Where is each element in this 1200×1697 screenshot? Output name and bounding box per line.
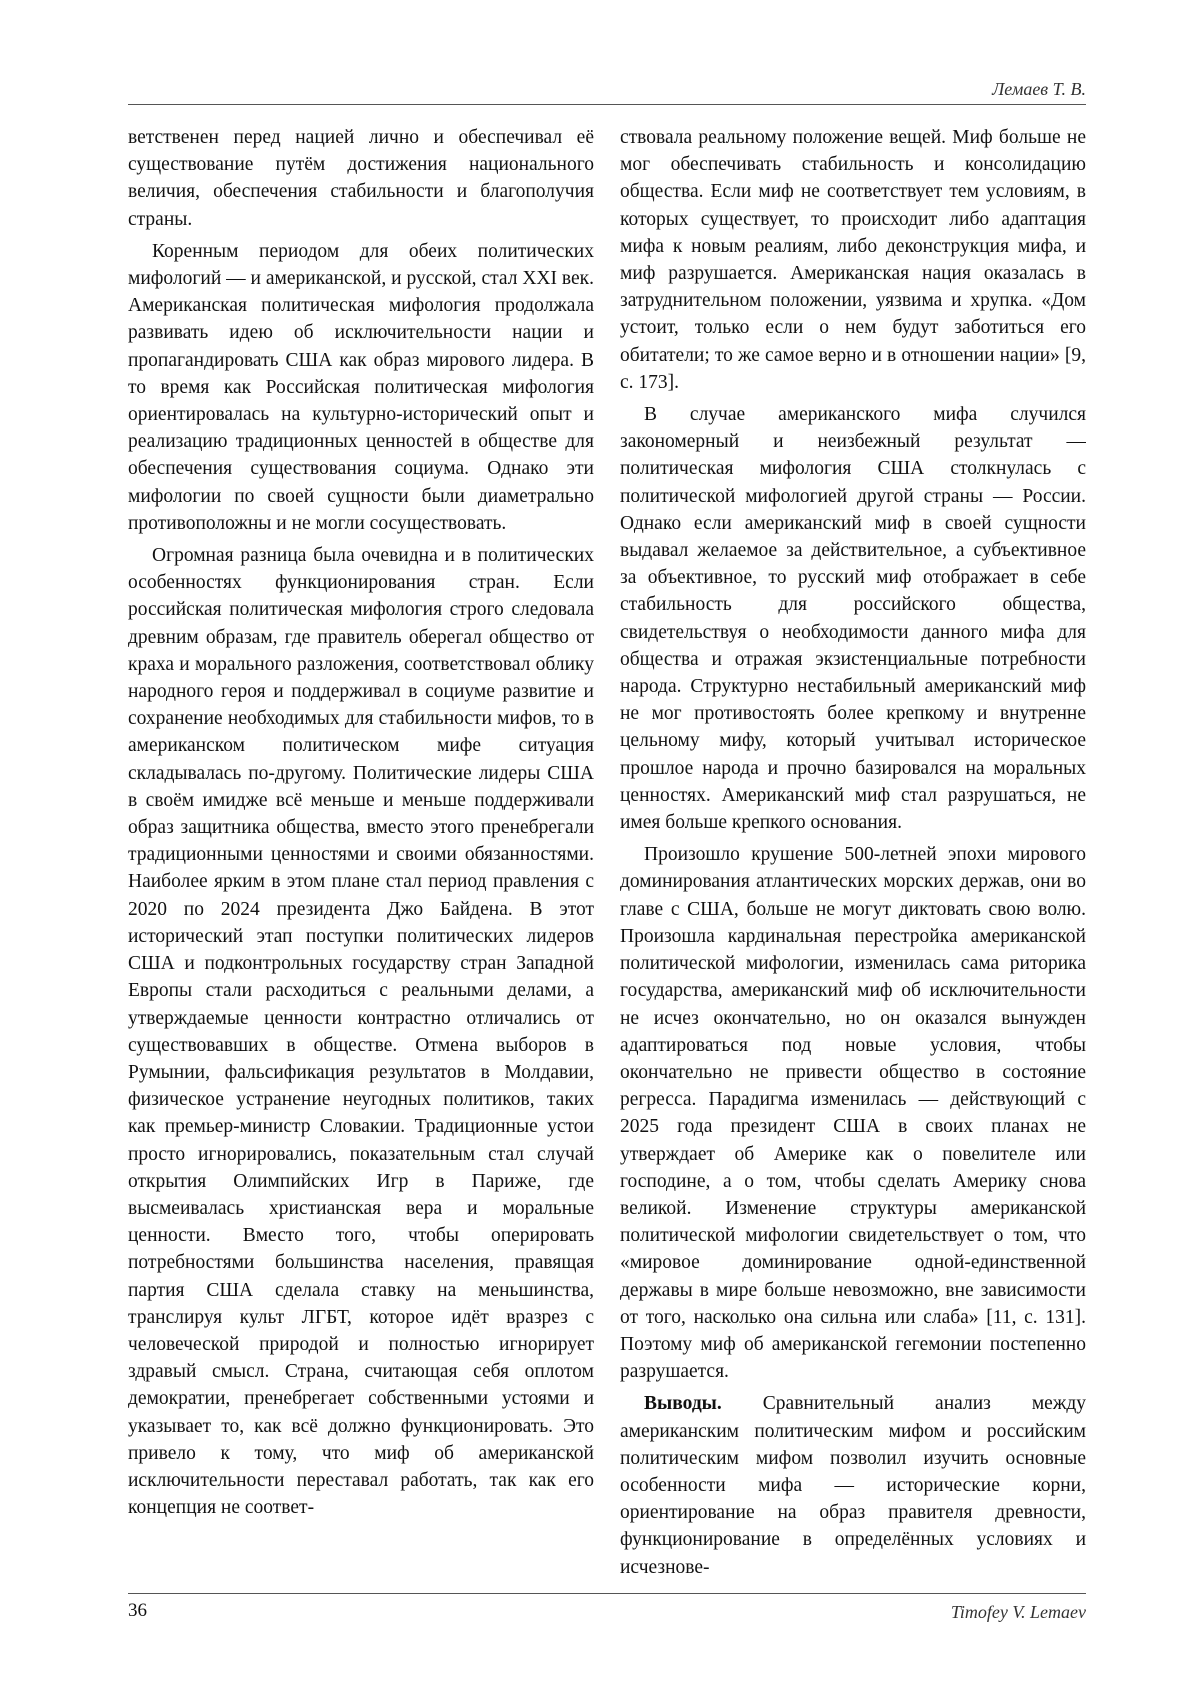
left-paragraph-3: Огромная разница была очевидна и в политических особенностях функционирования стран. Если российская политическая мифология строго следовала древним образам, где правитель оберегал общество от краха и морального разложения, соответствовал облику народного героя и поддерживал в социуме развитие и сохранение необходимых для стабильности мифов, то в американском политическом мифе ситуация складывалась по-другому. Политические лидеры США в своём имидже всё меньше и меньше поддерживали образ защитника общества, вместо этого пренебрегали традиционными ценностями и своими обязанностями. Наиболее ярким в этом плане стал период правления с 2020 по 2024 президента Джо Байдена. В этот исторический этап поступки политических лидеров США и подконтрольных государству стран Западной Европы стали расходиться с реальными делами, а утверждаемые ценности контрастно отличались от существовавших в обществе. Отмена выборов в Румынии, фальсификация результатов в Молдавии, физическое устранение неугодных политиков, таких как премьер-министр Словакии. Традиционные устои просто игнорировались, показательным стал случай открытия Олимпийских Игр в Париже, где высмеивалась христианская вера и моральные ценности. Вместо того, чтобы оперировать потребностями большинства населения, правящая партия США сделала ставку на меньшинства, транслируя культ ЛГБТ, которое идёт вразрез с человеческой природой и полностью игнорирует здравый смысл. Страна, считающая себя оплотом демократии, пренебрегает собственными устоями и указывает то, как всё должно функционировать. Это привело к тому, что миф об американской исключительности переставал работать, так как его концепция не соответ- xyxy=(128,545,594,1519)
right-paragraph-3: Произошло крушение 500-летней эпохи мирового доминирования атлантических морских держав, они во главе с США, больше не могут диктовать свою волю. Произошла кардинальная перестройка американской политической мифологии, изменилась сама риторика государства, американский миф об исключительности не исчез окончательно, но он оказался вынужден адаптироваться под новые условия, чтобы окончательно не привести общество в состояние регресса. Парадигма изменилась — действующий с 2025 года президент США в своих планах не утверждает об Америке как о повелителе или господине, а о том, чтобы сделать Америку снова великой. Изменение структуры американской политической мифологии свидетельствует о том, что «мировое доминирование одной-единственной державы в мире больше невозможно, вне зависимости от того, насколько она сильна или слаба» [11, с. 131]. Поэтому миф об американской гегемонии постепенно разрушается. xyxy=(620,844,1086,1383)
right-column xyxy=(620,124,1086,1579)
left-paragraph-1: ветственен перед нацией лично и обеспечивал её существование путём достижения национального величия, обеспечения стабильности и благополучия страны. xyxy=(128,127,594,230)
left-column xyxy=(128,124,594,1579)
right-paragraph-1: ствовала реальному положение вещей. Миф больше не мог обеспечивать стабильность и консолидацию общества. Если миф не соответствует тем условиям, в которых существует, то происходит либо адаптация мифа к новым реалиям, либо деконструкция мифа, и миф разрушается. Американская нация оказалась в затруднительном положении, уязвима и хрупка. «Дом устоит, только если о нем будут заботиться его обитатели; то же самое верно и в отношении нации» [9, с. 173]. xyxy=(620,127,1086,393)
footer-author: Timofey V. Lemaev xyxy=(950,1602,1086,1622)
right-paragraph-2: В случае американского мифа случился закономерный и неизбежный результат — политическая мифология США столкнулась с политической мифологией другой страны — России. Однако если американский миф в своей сущности выдавал желаемое за действительное, а субъективное за объективное, то русский миф отображает в себе стабильность для российского общества, свидетельствуя о необходимости данного мифа для общества и отражая экзистенциальные потребности народа. Структурно нестабильный американский миф не мог противостоять более крепкому и внутренне цельному мифу, который учитывал историческое прошлое народа и прочно базировался на моральных ценностях. Американский миф стал разрушаться, не имея больше крепкого основания. xyxy=(620,404,1086,834)
header-author: Лемаев Т. В. xyxy=(992,79,1086,99)
page-footer xyxy=(128,1593,1086,1632)
conclusions-paragraph xyxy=(620,1390,1086,1579)
conclusions-text: Сравнительный анализ между американским политическим мифом и российским политическим мифом позволил изучить основные особенности мифа — исторические корни, ориентирование на образ правителя древности, функционирование в определённых условиях и исчезнове- xyxy=(620,1393,1086,1578)
page-number: 36 xyxy=(128,1600,147,1621)
conclusions-heading: Выводы. xyxy=(644,1393,722,1415)
running-head xyxy=(128,78,1086,105)
left-paragraph-2: Коренным периодом для обеих политических мифологий — и американской, и русской, стал XXI век. Американская политическая мифология продолжала развивать идею об исключительности нации и пропагандировать США как образ мирового лидера. В то время как Российская политическая мифология ориентировалась на культурно-исторический опыт и реализацию традиционных ценностей в обществе для обеспечения существования социума. Однако эти мифологии по своей сущности были диаметрально противоположны и не могли сосуществовать. xyxy=(128,240,594,534)
